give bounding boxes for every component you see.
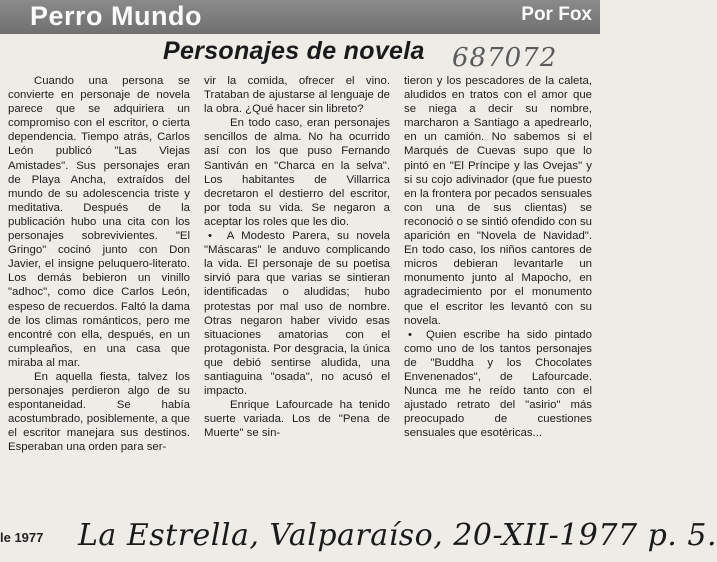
paragraph: • Quien escribe ha sido pintado como uno de los tantos personajes de "Buddha y los Chocolates Envenenados", de Lafourcade. Nunca me he reído tanto con el ajustado retrato del "asirio" más preocupado de cuestiones sensuales que esotéricas... bbox=[404, 328, 592, 441]
paragraph: En todo caso, eran personajes sencillos de alma. No ha ocurrido así con los que puso Fernando Santiván en "Charca en la selva". Los habitantes de Villarrica decretaron el destierro del escritor, por toda su vida. Se negaron a aceptar los roles que les dio. bbox=[204, 117, 390, 228]
masthead-bar bbox=[0, 0, 600, 34]
text-column-1 bbox=[8, 74, 190, 455]
author-byline: Por Fox bbox=[521, 4, 592, 25]
text-column-2 bbox=[204, 74, 390, 440]
paragraph: tieron y los pescadores de la caleta, aludidos en tratos con el amor que se niega a decir su nombre, marcharon a Santiago a apedrearlo, en un camión. No sabemos si el Marqués de Cuevas supo que lo pintó en "El Príncipe y las Ovejas" y si su cojo adivinador (que fue puesto en la frontera por pecados sensuales con una de sus clientas) se reconoció o se sintió ofendido con su aparición en "Novela de Navidad". En todo caso, los niños cantores de micros debieran levantarle un monumento junto al Mapocho, en agradecimiento por el monumento que el escritor les levantó con su novela. bbox=[404, 75, 592, 327]
paragraph: Enrique Lafourcade ha tenido suerte variada. Los de "Pena de Muerte" se sin- bbox=[204, 399, 390, 440]
paragraph: En aquella fiesta, talvez los personajes perdieron algo de su espontaneidad. Se había acostumbrado, posiblemente, a que el escritor manejara sus destinos. Esperaban una orden para ser- bbox=[8, 370, 190, 454]
paragraph: • A Modesto Parera, su novela "Máscaras" le anduvo complicando la vida. El personaje de su poetisa sirvió para que varias se sintieran identificadas o aludidas; hubo protestas por mal uso de nombre. Otras negaron haber vivido esas situaciones amatorias con el protagonista. Por desgracia, la única que debió sentirse aludida, una santiaguina "osada", no acusó el impacto. bbox=[204, 229, 390, 398]
article-headline: Personajes de novela bbox=[163, 37, 425, 65]
handwritten-source-note: La Estrella, Valparaíso, 20-XII-1977 p. 5. bbox=[78, 518, 717, 553]
paragraph: Cuando una persona se convierte en personaje de novela parece que se adquiriera un compromiso con el escritor, o cierta dependencia. Tiempo atrás, Carlos León publicó "Las Viejas Amistades". Sus personajes eran de Playa Ancha, extraídos del mundo de su adolescencia triste y meditativa. Después de la publicación hubo una cita con los personajes sobrevivientes. "El Gringo" cocinó junto con Don Javier, el insigne peluquero-literato. Los demás bebieron un vinillo "adhoc", como dice Carlos León, espeso de recuerdos. Faltó la dama de los climas románticos, pero me encontré con ella, después, en un cumpleaños, en una casa que miraba al mar. bbox=[8, 75, 190, 369]
paragraph: vir la comida, ofrecer el vino. Trataban de ajustarse al lenguaje de la obra. ¿Qué hacer sin libreto? bbox=[204, 75, 390, 116]
text-column-3 bbox=[404, 74, 592, 440]
footer-date-fragment: le 1977 bbox=[0, 530, 44, 545]
archive-number: 687072 bbox=[452, 43, 558, 73]
section-title: Perro Mundo bbox=[30, 1, 202, 31]
